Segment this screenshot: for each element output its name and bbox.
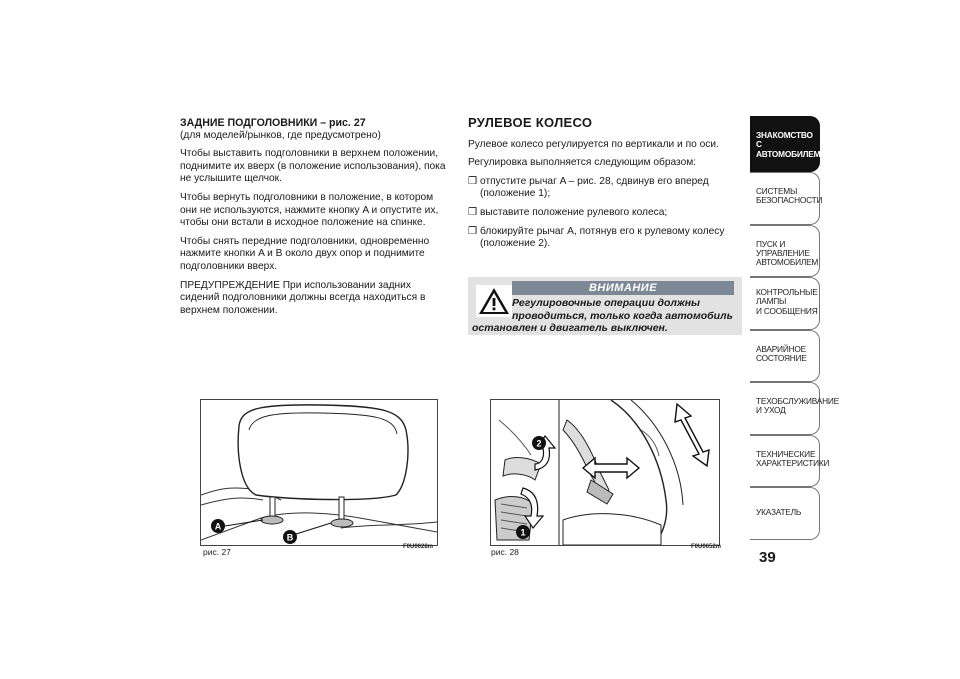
figure-27-headrest	[200, 399, 438, 546]
tab-label: АВТОМОБИЛЕМ	[756, 148, 821, 159]
tab-label: БЕЗОПАСНОСТИ	[756, 195, 823, 206]
chapter-sidebar	[750, 116, 840, 540]
callout-1: 1	[520, 527, 526, 538]
tab-label: ЗНАКОМСТВО С	[756, 130, 813, 150]
steering-illustration	[491, 400, 719, 545]
bullet-text: блокируйте рычаг A, потянув его к рулевому колесу (положение 2).	[480, 225, 725, 250]
tab-warning-lights[interactable]	[750, 277, 820, 330]
warning-title: ВНИМАНИЕ	[512, 281, 734, 295]
warning-text	[468, 297, 734, 335]
bullet-item	[468, 207, 743, 220]
callout-b: B	[286, 532, 294, 543]
tab-maintenance[interactable]	[750, 382, 840, 435]
warning-box	[468, 277, 742, 335]
section-subheading: (для моделей/рынков, где предусмотрено)	[180, 129, 381, 141]
tab-specifications[interactable]	[750, 435, 830, 488]
paragraph: Чтобы вернуть подголовники в положение, в котором они не используются, нажмите кнопку A и опустите их, чтобы они встали в исходное положение на спинке.	[180, 191, 439, 229]
tab-intro[interactable]	[750, 116, 820, 172]
tab-starting[interactable]	[750, 225, 820, 278]
callout-a: A	[214, 521, 222, 532]
tab-label: ПУСК И УПРАВЛЕНИЕ	[756, 238, 810, 258]
paragraph: Регулировка выполняется следующим образом:	[468, 157, 697, 169]
tab-label: АВТОМОБИЛЕМ	[756, 257, 819, 268]
left-column	[180, 117, 450, 323]
tab-label: КОНТРОЛЬНЫЕ	[756, 287, 818, 297]
warning-line: проводиться, только когда автомобиль	[512, 309, 733, 322]
paragraph: Чтобы выставить подголовники в верхнем положении, поднимите их вверх (в положение использования), пока не услышите щелчок.	[180, 148, 446, 185]
checkbox-bullet-icon: ❒	[468, 225, 478, 237]
figure-caption: рис. 27	[203, 547, 231, 557]
callout-2: 2	[536, 438, 542, 449]
bullet-text: выставите положение рулевого колеса;	[480, 206, 668, 218]
tab-label: ХАРАКТЕРИСТИКИ	[756, 457, 830, 468]
tab-safety[interactable]	[750, 172, 823, 225]
headrest-illustration	[201, 400, 437, 545]
figure-caption: рис. 28	[491, 547, 519, 557]
tab-label: УКАЗАТЕЛЬ	[756, 507, 802, 517]
figure-code: F0U0028m	[403, 544, 434, 550]
checkbox-bullet-icon: ❒	[468, 206, 478, 218]
tab-label: АВАРИЙНОЕ	[756, 343, 806, 354]
right-column	[468, 117, 743, 257]
section-heading-steering: РУЛЕВОЕ КОЛЕСО	[468, 115, 593, 130]
tab-label: ТЕХНИЧЕСКИЕ	[756, 448, 816, 459]
bullet-text: отпустите рычаг A – рис. 28, сдвинув его вперед (положение 1);	[480, 175, 709, 200]
figure-code: F0U0652m	[691, 544, 722, 550]
warning-line: Регулировочные операции должны	[512, 297, 701, 309]
warning-line: остановлен и двигатель выключен.	[472, 322, 668, 334]
tab-label: И СООБЩЕНИЯ	[756, 305, 818, 316]
page-number: 39	[759, 549, 776, 566]
paragraph: ПРЕДУПРЕЖДЕНИЕ При использовании задних сидений подголовники должны всегда находиться в верхнем положении.	[180, 279, 426, 316]
tab-label: ЛАМПЫ	[756, 296, 787, 307]
figure-28-steering	[490, 399, 720, 546]
section-heading-headrests: ЗАДНИЕ ПОДГОЛОВНИКИ – рис. 27	[180, 117, 366, 129]
tab-label: И УХОД	[756, 405, 786, 416]
checkbox-bullet-icon: ❒	[468, 175, 478, 187]
bullet-item	[468, 226, 743, 251]
tab-index[interactable]	[750, 487, 820, 540]
tab-label: СИСТЕМЫ	[756, 186, 798, 196]
bullet-item	[468, 176, 743, 201]
paragraph: Рулевое колесо регулируется по вертикали и по оси.	[468, 138, 719, 150]
tab-emergency[interactable]	[750, 330, 820, 383]
paragraph: Чтобы снять передние подголовники, одновременно нажмите кнопки A и B около двух опор и поднимите подголовники вверх.	[180, 235, 430, 272]
tab-label: СОСТОЯНИЕ	[756, 352, 807, 363]
tab-label: ТЕХОБСЛУЖИВАНИЕ	[756, 396, 840, 406]
